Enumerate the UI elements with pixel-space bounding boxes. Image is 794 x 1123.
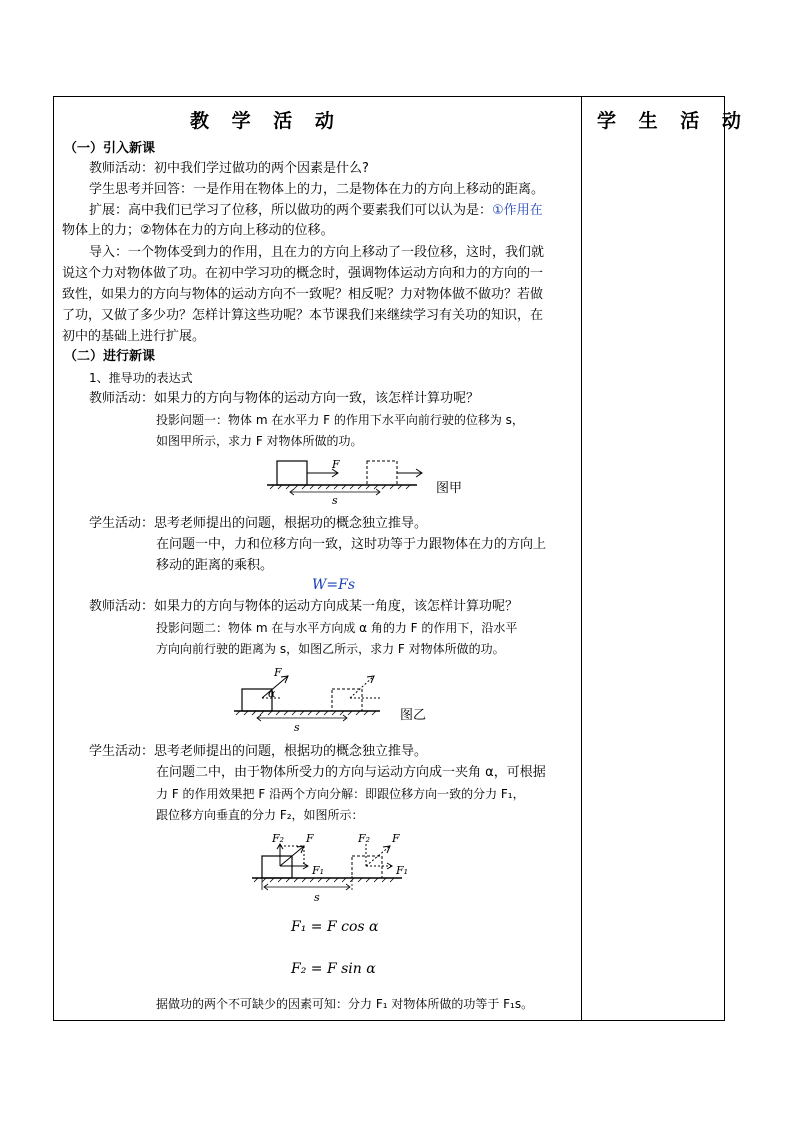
paragraph-line: 跟位移方向垂直的分力 F₂，如图所示： xyxy=(156,808,364,822)
figure-jia-caption: 图甲 xyxy=(436,481,463,496)
subsection-title: 1、推导功的表达式 xyxy=(89,371,193,385)
paragraph-line: 物体上的力；②物体在力的方向上移动的位移。 xyxy=(62,223,334,238)
paragraph-line: 据做功的两个不可缺少的因素可知：分力 F₁ 对物体所做的功等于 F₁s。 xyxy=(156,997,534,1011)
paragraph-line: 导入：一个物体受到力的作用，且在力的方向上移动了一段位移，这时，我们就 xyxy=(89,245,545,260)
paragraph-line: 学生思考并回答：一是作用在物体上的力，二是物体在力的方向上移动的距离。 xyxy=(89,182,545,197)
displacement-label: s xyxy=(332,494,338,507)
teaching-activity-title: 教 学 活 动 xyxy=(190,110,342,132)
component-f2-label: F₂ xyxy=(272,832,285,845)
force-label: F xyxy=(332,458,340,471)
section2-heading: （二）进行新课 xyxy=(64,349,156,364)
paragraph-line: 教师活动：初中我们学过做功的两个因素是什么? xyxy=(89,161,369,176)
paragraph-line: 扩展：高中我们已学习了位移，所以做功的两个要素我们可以认为是：①作用在 xyxy=(89,203,543,218)
paragraph-line: 教师活动：如果力的方向与物体的运动方向一致，该怎样计算功呢？ xyxy=(89,391,480,406)
paragraph-line: 如图甲所示，求力 F 对物体所做的功。 xyxy=(156,434,363,448)
force-label: F xyxy=(392,832,400,845)
section1-heading: （一）引入新课 xyxy=(64,141,156,156)
paragraph-line: 了功，又做了多少功？怎样计算这些功呢？本节课我们来继续学习有关功的知识，在 xyxy=(62,308,544,323)
force-label: F xyxy=(306,832,314,845)
paragraph-line: 力 F 的作用效果把 F 沿两个方向分解：即跟位移方向一致的分力 F₁， xyxy=(156,787,525,801)
paragraph-line: 方向向前行驶的距离为 s，如图乙所示，求力 F 对物体所做的功。 xyxy=(156,642,505,656)
paragraph-line: 在问题二中，由于物体所受力的方向与运动方向成一夹角 α，可根据 xyxy=(156,765,546,780)
component-f2-label: F₂ xyxy=(358,832,371,845)
student-activity-title: 学 生 活 动 xyxy=(597,110,749,132)
formula-f1: F₁ = F cos α xyxy=(291,919,379,935)
angle-label: α xyxy=(268,687,276,700)
displacement-label: s xyxy=(294,721,300,734)
component-f1-label: F₁ xyxy=(396,864,409,877)
formula-work: W=Fs xyxy=(312,577,356,593)
paragraph-line: 在问题一中，力和位移方向一致，这时功等于力跟物体在力的方向上 xyxy=(156,537,547,552)
paragraph-line: 学生活动：思考老师提出的问题，根据功的概念独立推导。 xyxy=(89,744,428,759)
component-f1-label: F₁ xyxy=(312,864,325,877)
force-decomposition-figure xyxy=(250,832,420,906)
figure-yi xyxy=(232,668,392,738)
paragraph-line: 投影问题二：物体 m 在与水平方向成 α 角的力 F 的作用下，沿水平 xyxy=(156,621,518,635)
paragraph-line: 学生活动：思考老师提出的问题，根据功的概念独立推导。 xyxy=(89,516,428,531)
paragraph-line: 移动的距离的乘积。 xyxy=(156,558,274,573)
figure-yi-caption: 图乙 xyxy=(400,708,427,723)
paragraph-line: 致性，如果力的方向与物体的运动方向不一致呢？相反呢？力对物体做不做功？若做 xyxy=(62,287,544,302)
figure-jia xyxy=(262,456,422,506)
formula-f2: F₂ = F sin α xyxy=(291,961,376,977)
paragraph-line: 说这个力对物体做了功。在初中学习功的概念时，强调物体运动方向和力的方向的一 xyxy=(62,266,544,281)
paragraph-line: 投影问题一：物体 m 在水平力 F 的作用下水平向前行驶的位移为 s， xyxy=(156,413,524,427)
displacement-label: s xyxy=(314,891,320,904)
column-divider xyxy=(581,96,582,1021)
paragraph-line: 教师活动：如果力的方向与物体的运动方向成某一角度，该怎样计算功呢？ xyxy=(89,599,519,614)
force-label: F xyxy=(274,666,282,679)
paragraph-line: 初中的基础上进行扩展。 xyxy=(62,329,206,344)
